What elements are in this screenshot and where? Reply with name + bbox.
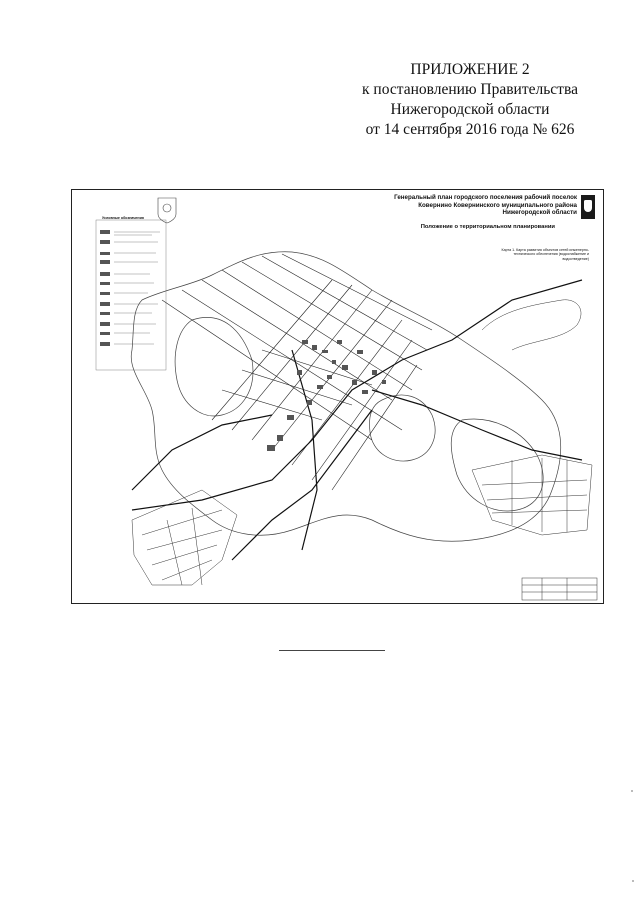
map-legend (96, 220, 166, 370)
region-emblem-icon (581, 195, 595, 219)
map-subtitle: Положение о территориальном планировании (420, 224, 555, 230)
settlement-zones (131, 252, 561, 542)
general-plan-map (71, 189, 604, 604)
closing-divider (279, 650, 385, 651)
scan-speck (632, 880, 634, 882)
map-stamp (522, 578, 597, 600)
seal-icon (158, 198, 176, 223)
main-roads (132, 280, 582, 560)
east-district (472, 300, 592, 535)
legend-title: Условные обозначения (102, 216, 144, 220)
scan-speck (631, 790, 633, 792)
resolution-reference: к постановлению Правительства (362, 81, 578, 98)
appendix-title: ПРИЛОЖЕНИЕ 2 (410, 61, 530, 78)
map-title: Генеральный план городского поселения рабочий поселок Ковернино Ковернинского муниципального района Нижегородской области (394, 194, 577, 216)
resolution-date: от 14 сентября 2016 года № 626 (365, 121, 575, 138)
map-card-caption: Карта 1. Карта развития объектов сетей инженерно-технического обеспечения (водоснабжение и водоотведение) (501, 248, 589, 261)
southwest-district (132, 490, 237, 585)
document-header (340, 60, 600, 140)
region-name: Нижегородской области (390, 101, 550, 118)
